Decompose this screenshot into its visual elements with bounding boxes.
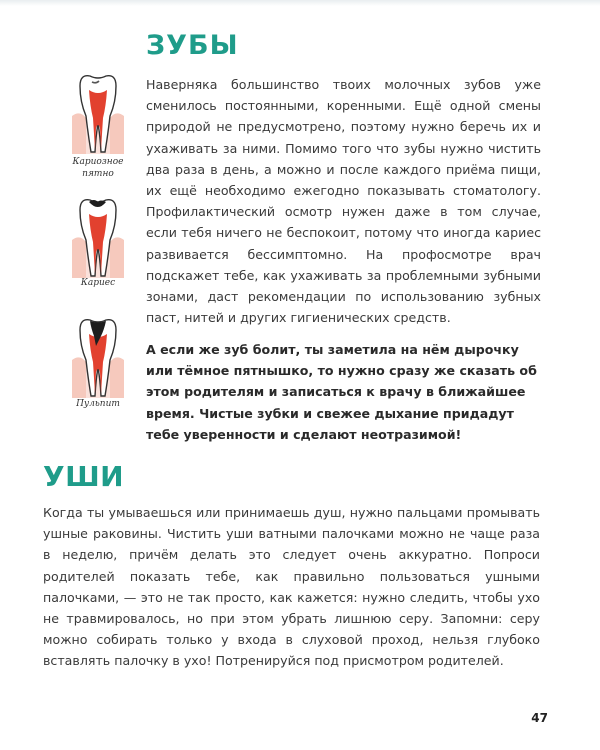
page-top-edge: [0, 0, 600, 6]
tooth-caries-icon: [70, 196, 126, 278]
page-number: 47: [531, 711, 548, 725]
tooth-pulpitis-icon: [70, 316, 126, 398]
teeth-heading: ЗУБЫ: [146, 30, 239, 61]
caption-caries-spot: Кариозное пятно: [72, 157, 124, 179]
caption-pulpitis: Пульпит: [76, 399, 120, 409]
teeth-bold-paragraph: А если же зуб болит, ты заметила на нём дырочку или тёмное пятнышко, то нужно сразу же сказать об этом родителям и записаться к врачу в ближайшее время. Чистые зубки и свежее дыхание придадут тебе уверенности и сделают неотразимой!: [146, 342, 537, 442]
teeth-paragraph: Наверняка большинство твоих молочных зубов уже сменилось постоянными, коренными. Ещё одной смены природой не предусмотрено, поэтому нужно беречь их и ухаживать за ними. Помимо того что зубы нужно чистить два раза в день, а можно и после каждого приёма пищи, их ещё необходимо ежегодно показывать стоматологу. Профилактический осмотр нужен даже в том случае, если тебя ничего не беспокоит, потому что иногда кариес развивается бессимптомно. На профосмотре врач подскажет тебе, как ухаживать за проблемными зубными зонами, даст рекомендации по использованию зубных паст, нитей и других гигиенических средств.: [146, 77, 541, 326]
ears-heading: УШИ: [43, 460, 125, 493]
ears-paragraph: Когда ты умываешься или принимаешь душ, нужно пальцами промывать ушные раковины. Чистить уши ватными палочками можно не чаще раза в неделю, причём делать это следует очень аккуратно. Попроси родителей показать тебе, как правильно пользоваться ушными палочками, — это не так просто, как кажется: нужно следить, чтобы ухо не травмировалось, но при этом убрать лишнюю серу. Запомни: серу можно собирать только у входа в слуховой проход, нельзя глубоко вставлять палочку в ухо! Потренируйся под присмотром родителей.: [43, 505, 540, 669]
caption-caries: Кариес: [80, 278, 116, 288]
tooth-caries-spot-icon: [70, 72, 126, 154]
